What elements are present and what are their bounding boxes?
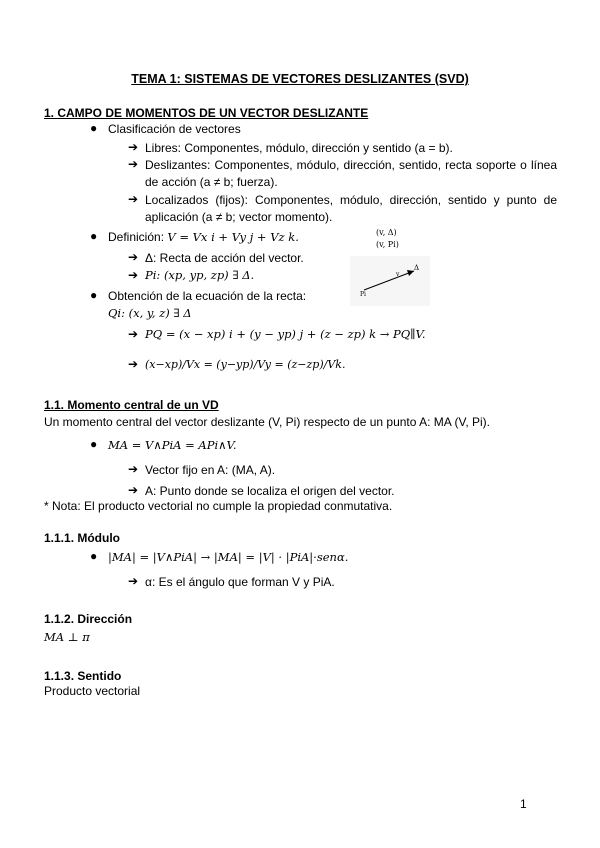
arrow-icon: ➔	[128, 157, 139, 171]
page-title: TEMA 1: SISTEMAS DE VECTORES DESLIZANTES (SVD)	[131, 72, 469, 86]
section-1-1-heading: 1.1. Momento central de un VD	[44, 398, 219, 412]
punto-a-text: A: Punto donde se localiza el origen del vector.	[145, 484, 395, 498]
clasificacion-text: Clasificación de vectores	[108, 122, 241, 136]
arrow-icon: ➔	[128, 192, 139, 206]
momento-formula: MA = V∧PiA = APi∧V.	[108, 438, 237, 452]
vector-fijo-text: Vector fijo en A: (MA, A).	[145, 463, 276, 477]
vector-diagram	[348, 226, 432, 308]
libres-content: Libres: Componentes, módulo, dirección y sentido (a = b).	[145, 141, 453, 155]
figure-label-v: v	[396, 271, 400, 278]
bullet-dot: ●	[90, 121, 98, 135]
section-1-1-1-heading: 1.1.1. Módulo	[44, 531, 121, 545]
definicion-formula: V = Vx i + Vy j + Vz k.	[167, 230, 299, 244]
bullet-dot: ●	[90, 549, 98, 563]
ecuacion-recta: (x−xp)/Vx = (y−yp)/Vy = (z−zp)/Vk.	[145, 358, 346, 371]
nota-text: * Nota: El producto vectorial no cumple la propiedad conmutativa.	[44, 499, 393, 513]
direccion-text: MA ⊥ π	[44, 630, 90, 644]
page-number: 1	[520, 797, 527, 811]
alpha-text: α: Es el ángulo que forman V y PiA.	[145, 575, 335, 589]
pq-formula: PQ = (x − xp) i + (y − yp) j + (z − zp) k → PQ∥V.	[145, 327, 426, 341]
localizados-text: Localizados (fijos): Componentes, módulo, dirección, sentido y punto de aplicación (a ≠ b; vector momento).	[145, 193, 557, 224]
deslizantes-text: Deslizantes: Componentes, módulo, dirección, sentido, recta soporte o línea de acción (a ≠ b; fuerza).	[145, 158, 557, 189]
bullet-dot: ●	[90, 229, 98, 243]
arrow-icon: ➔	[128, 250, 139, 264]
bullet-dot: ●	[90, 437, 98, 451]
arrow-icon: ➔	[128, 357, 139, 371]
definicion-label: Definición:	[108, 230, 165, 244]
momento-intro: Un momento central del vector deslizante (V, Pi) respecto de un punto A: MA (V, Pi).	[44, 415, 491, 429]
arrow-icon: ➔	[128, 268, 139, 282]
section-1-1-3-heading: 1.1.3. Sentido	[44, 669, 122, 683]
arrow-icon: ➔	[128, 327, 139, 341]
figure-label-pi: Pi	[360, 291, 366, 298]
arrow-icon: ➔	[128, 462, 139, 476]
arrow-icon: ➔	[128, 483, 139, 497]
figure-label-v-pi: (v, Pi)	[376, 240, 399, 249]
bullet-dot: ●	[90, 288, 98, 302]
punto-p-text: Pi: (xp, yp, zp) ∃ Δ.	[145, 268, 255, 282]
section-1-heading: 1. CAMPO DE MOMENTOS DE UN VECTOR DESLIZANTE	[44, 106, 369, 120]
arrow-icon: ➔	[128, 140, 139, 154]
figure-label-delta: Δ	[414, 264, 420, 272]
qi-text: Qi: (x, y, z) ∃ Δ	[108, 306, 192, 320]
sentido-text: Producto vectorial	[44, 684, 141, 698]
section-1-1-2-heading: 1.1.2. Dirección	[44, 612, 133, 626]
arrow-icon: ➔	[128, 574, 139, 588]
figure-label-v-delta: (v, Δ)	[376, 228, 397, 237]
libres-text	[145, 141, 453, 156]
modulo-formula: |MA| = |V∧PiA| → |MA| = |V| · |PiA|·senα.	[108, 550, 349, 564]
obtencion-text: Obtención de la ecuación de la recta:	[108, 289, 307, 303]
definicion-line	[108, 230, 299, 245]
recta-accion-text: Δ: Recta de acción del vector.	[145, 251, 304, 265]
